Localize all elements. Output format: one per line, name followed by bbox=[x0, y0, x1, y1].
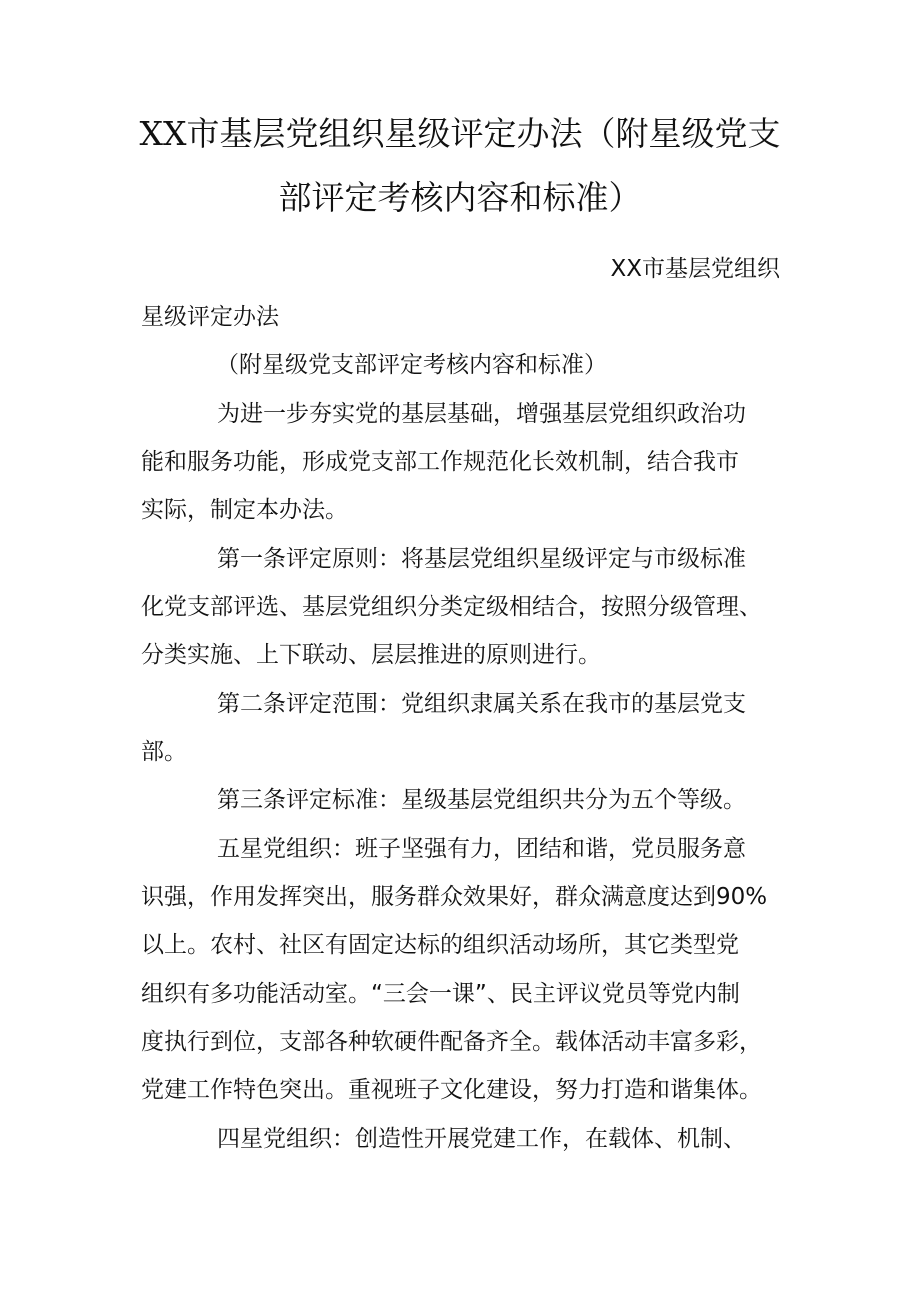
article-1-line: 分类实施、上下联动、层层推进的原则进行。 bbox=[141, 642, 601, 668]
five-star-line: 组织有多功能活动室。“三会一课”、民主评议党员等党内制 bbox=[141, 981, 740, 1007]
article-3-line: 第三条评定标准：星级基层党组织共分为五个等级。 bbox=[217, 787, 746, 813]
document-subtitle: （附星级党支部评定考核内容和标准） bbox=[216, 352, 607, 378]
issuing-organization: XX市基层党组织 bbox=[610, 256, 780, 282]
article-1-line: 第一条评定原则：将基层党组织星级评定与市级标准 bbox=[217, 546, 746, 572]
five-star-line: 党建工作特色突出。重视班子文化建设，努力打造和谐集体。 bbox=[141, 1077, 762, 1103]
intro-line: 能和服务功能，形成党支部工作规范化长效机制，结合我市 bbox=[141, 449, 739, 475]
four-star-line: 四星党组织：创造性开展党建工作，在载体、机制、 bbox=[217, 1126, 746, 1152]
article-2-line: 部。 bbox=[141, 739, 187, 765]
article-1-line: 化党支部评选、基层党组织分类定级相结合，按照分级管理、 bbox=[141, 594, 762, 620]
five-star-line: 以上。农村、社区有固定达标的组织活动场所，其它类型党 bbox=[141, 932, 739, 958]
five-star-line: 度执行到位，支部各种软硬件配备齐全。载体活动丰富多彩， bbox=[141, 1029, 762, 1055]
five-star-line: 五星党组织：班子坚强有力，团结和谐，党员服务意 bbox=[217, 836, 746, 862]
intro-line: 为进一步夯实党的基层基础，增强基层党组织政治功 bbox=[217, 401, 746, 427]
document-name: 星级评定办法 bbox=[141, 304, 279, 330]
document-title-line-1: XX市基层党组织星级评定办法（附星级党支 bbox=[139, 114, 781, 153]
document-title-line-2: 部评定考核内容和标准） bbox=[278, 178, 642, 217]
five-star-line: 识强，作用发挥突出，服务群众效果好，群众满意度达到90% bbox=[141, 884, 768, 910]
intro-line: 实际，制定本办法。 bbox=[141, 497, 348, 523]
article-2-line: 第二条评定范围：党组织隶属关系在我市的基层党支 bbox=[217, 691, 746, 717]
